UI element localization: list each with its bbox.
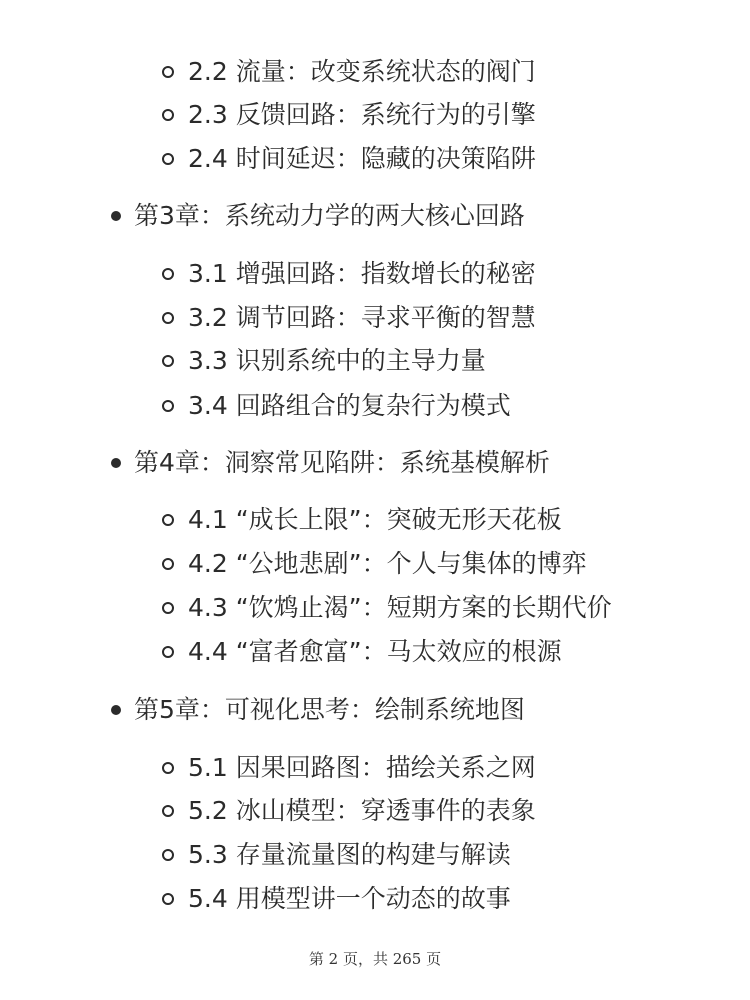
hollow-bullet-icon	[162, 268, 174, 280]
toc-entry-label: 4.1 “成长上限”：突破无形天花板	[188, 505, 562, 534]
filled-bullet-icon	[111, 458, 121, 468]
toc-entry-label: 3.2 调节回路：寻求平衡的智慧	[188, 303, 536, 332]
hollow-bullet-icon	[162, 153, 174, 165]
hollow-bullet-icon	[162, 312, 174, 324]
toc-entry-label: 3.4 回路组合的复杂行为模式	[188, 391, 511, 420]
hollow-bullet-icon	[162, 762, 174, 774]
toc-entry-label: 3.3 识别系统中的主导力量	[188, 346, 486, 375]
page-number-footer: 第 2 页，共 265 页	[308, 950, 442, 968]
toc-entry-label: 4.4 “富者愈富”：马太效应的根源	[188, 637, 562, 666]
toc-entry-label: 5.2 冰山模型：穿透事件的表象	[188, 796, 536, 825]
hollow-bullet-icon	[162, 66, 174, 78]
toc-entry-label: 第4章：洞察常见陷阱：系统基模解析	[134, 448, 550, 477]
hollow-bullet-icon	[162, 109, 174, 121]
hollow-bullet-icon	[162, 558, 174, 570]
hollow-bullet-icon	[162, 849, 174, 861]
hollow-bullet-icon	[162, 646, 174, 658]
hollow-bullet-icon	[162, 602, 174, 614]
hollow-bullet-icon	[162, 355, 174, 367]
toc-entry-label: 4.2 “公地悲剧”：个人与集体的博弈	[188, 549, 587, 578]
toc-entry-label: 2.4 时间延迟：隐藏的决策陷阱	[188, 144, 536, 173]
hollow-bullet-icon	[162, 514, 174, 526]
toc-entry-label: 3.1 增强回路：指数增长的秘密	[188, 259, 536, 288]
toc-entry-label: 第3章：系统动力学的两大核心回路	[134, 201, 525, 230]
toc-entry-label: 4.3 “饮鸩止渴”：短期方案的长期代价	[188, 593, 612, 622]
toc-entry-label: 2.2 流量：改变系统状态的阀门	[188, 57, 536, 86]
toc-entry-label: 5.3 存量流量图的构建与解读	[188, 840, 511, 869]
hollow-bullet-icon	[162, 893, 174, 905]
toc-entry-label: 第5章：可视化思考：绘制系统地图	[134, 695, 525, 724]
toc-entry-label: 5.4 用模型讲一个动态的故事	[188, 884, 511, 913]
toc-entry-label: 2.3 反馈回路：系统行为的引擎	[188, 100, 536, 129]
filled-bullet-icon	[111, 705, 121, 715]
filled-bullet-icon	[111, 211, 121, 221]
hollow-bullet-icon	[162, 805, 174, 817]
hollow-bullet-icon	[162, 400, 174, 412]
toc-entry-label: 5.1 因果回路图：描绘关系之网	[188, 753, 536, 782]
